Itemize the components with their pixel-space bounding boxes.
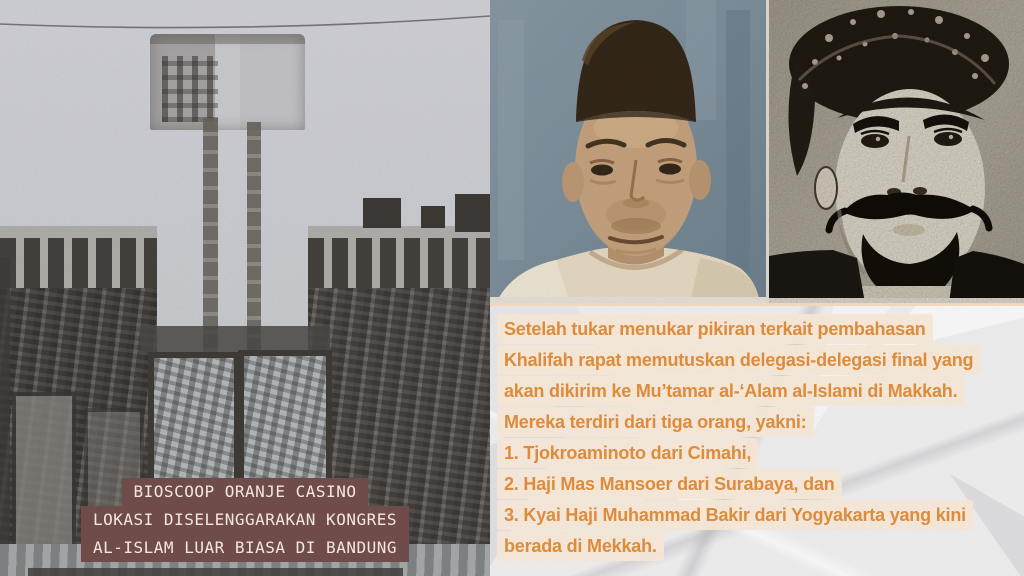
- caption-line: AL-ISLAM LUAR BIASA DI BANDUNG: [81, 534, 409, 562]
- water-tower-top: [150, 34, 305, 130]
- text-line: akan dikirim ke Mu’tamar al-‘Alam al-Islami di Makkah.: [497, 376, 964, 406]
- text-line: Setelah tukar menukar pikiran terkait pembahasan: [497, 314, 933, 344]
- portrait-man-with-peci: [490, 0, 766, 303]
- caption-line: LOKASI DISELENGGARAKAN KONGRES: [81, 506, 409, 534]
- window-band: [0, 238, 157, 288]
- photo-caption: [0, 478, 490, 562]
- text-line: 2. Haji Mas Mansoer dari Surabaya, dan: [497, 469, 842, 499]
- caption-line: BIOSCOOP ORANJE CASINO: [122, 478, 369, 506]
- text-line: 3. Kyai Haji Muhammad Bakir dari Yogyakarta yang kini: [497, 500, 973, 530]
- portrait-man-with-turban: [769, 0, 1024, 303]
- door-lintel: [140, 326, 330, 352]
- roofline: [0, 226, 157, 238]
- chimney: [421, 206, 445, 228]
- text-panel: [490, 303, 1024, 576]
- building-photo: [0, 0, 490, 576]
- portrait-illustration: [490, 0, 766, 303]
- chimney: [363, 198, 401, 228]
- ground-shadow: [28, 568, 403, 576]
- portrait-illustration: [769, 0, 1024, 303]
- chimney: [455, 194, 490, 232]
- text-line: berada di Mekkah.: [497, 531, 664, 561]
- text-line: Khalifah rapat memutuskan delegasi-delegasi final yang: [497, 345, 980, 375]
- text-line: Mereka terdiri dari tiga orang, yakni:: [497, 407, 814, 437]
- paragraph: [497, 313, 980, 561]
- window-band: [308, 238, 490, 288]
- tower-top-texture: [162, 56, 218, 122]
- text-line: 1. Tjokroaminoto dari Cimahi,: [497, 438, 758, 468]
